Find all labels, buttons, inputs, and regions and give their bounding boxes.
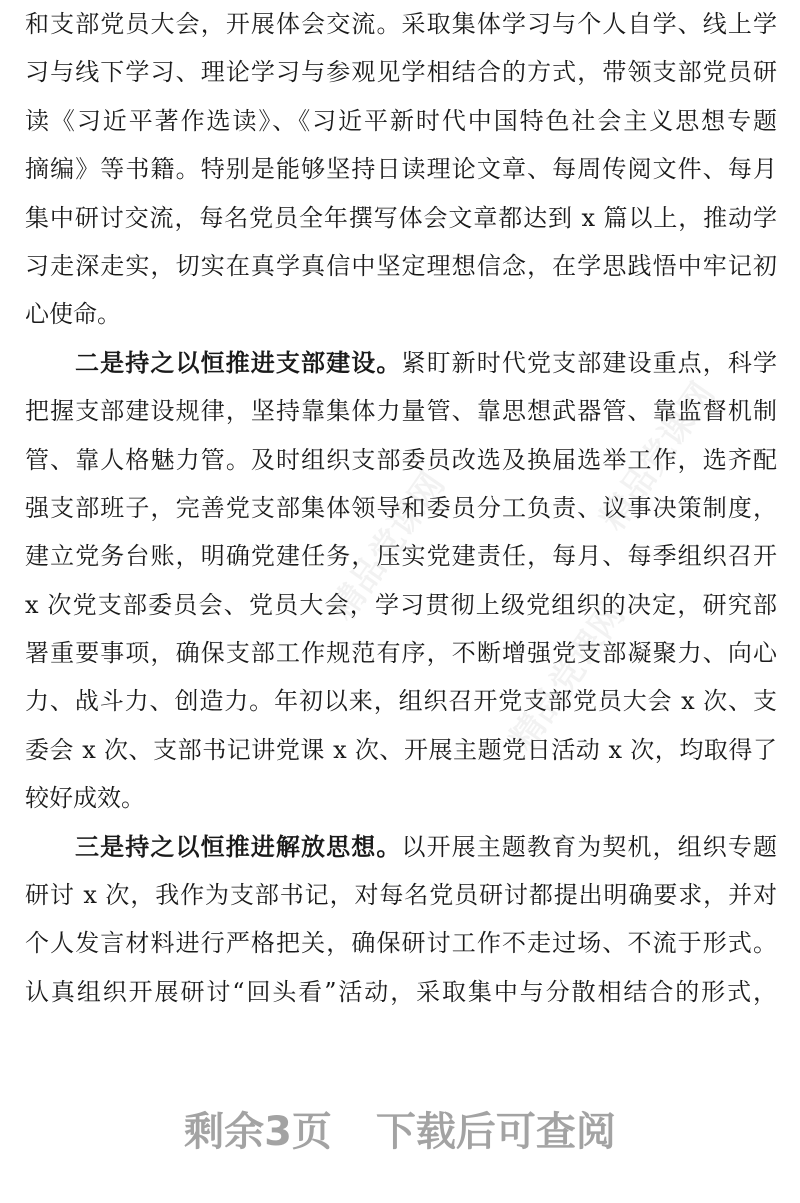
text-line: 建立党务台账，明确党建任务，压实党建责任，每月、每季组织召开 <box>25 542 777 571</box>
text-line: 署重要事项，确保支部工作规范有序，不断增强党支部凝聚力、向心 <box>25 639 777 668</box>
text-line: 强支部班子，完善党支部集体领导和委员分工负责、议事决策制度， <box>25 493 777 522</box>
text-line: 认真组织开展研讨“回头看”活动，采取集中与分散相结合的形式， <box>25 977 777 1006</box>
watermark: 精品党课网 <box>322 465 454 628</box>
remaining-pages-label: 剩余3页 <box>184 1109 332 1155</box>
text-line: 和支部党员大会，开展体会交流。采取集体学习与个人自学、线上学 <box>25 10 777 38</box>
text-span: 以开展主题教育为契机，组织专题 <box>401 832 778 861</box>
paragraph-heading: 三是持之以恒推进解放思想。 <box>75 831 402 861</box>
download-to-view-label[interactable]: 下载后可查阅 <box>375 1109 616 1155</box>
download-prompt[interactable] <box>0 1100 800 1157</box>
text-span: 紧盯新时代党支部建设重点，科学 <box>401 348 778 377</box>
paragraph-3 <box>25 823 777 1017</box>
text-line: 心使命。 <box>25 300 121 329</box>
text-line: 力、战斗力、创造力。年初以来，组织召开党支部党员大会 x 次、支 <box>25 687 777 716</box>
text-line: 较好成效。 <box>25 784 145 813</box>
text-line: 管、靠人格魅力管。及时组织支部委员改选及换届选举工作，选齐配 <box>25 445 777 474</box>
text-line: 读《习近平著作选读》、《习近平新时代中国特色社会主义思想专题 <box>25 106 777 135</box>
text-line <box>25 823 777 871</box>
text-line: 集中研讨交流，每名党员全年撰写体会文章都达到 x 篇以上，推动学 <box>25 203 777 232</box>
text-line: 摘编》等书籍。特别是能够坚持日读理论文章、每周传阅文件、每月 <box>25 155 777 184</box>
paragraph-1 <box>25 0 777 339</box>
text-line: x 次党支部委员会、党员大会，学习贯彻上级党组织的决定，研究部 <box>25 590 777 619</box>
text-line <box>25 339 777 387</box>
watermark: 精品党课网 <box>502 595 634 758</box>
paragraph-2 <box>25 339 777 823</box>
text-line: 个人发言材料进行严格把关，确保研讨工作不走过场、不流于形式。 <box>25 929 777 958</box>
text-line: 习走深走实，切实在真学真信中坚定理想信念，在学思践悟中牢记初 <box>25 251 777 280</box>
paragraph-heading: 二是持之以恒推进支部建设。 <box>75 347 402 377</box>
watermark: 精品党课网 <box>592 375 724 538</box>
text-line: 委会 x 次、支部书记讲党课 x 次、开展主题党日活动 x 次，均取得了 <box>25 735 777 764</box>
text-line: 研讨 x 次，我作为支部书记，对每名党员研讨都提出明确要求，并对 <box>25 881 777 910</box>
document-page <box>25 0 777 1016</box>
text-line: 习与线下学习、理论学习与参观见学相结合的方式，带领支部党员研 <box>25 58 777 87</box>
text-line: 把握支部建设规律，坚持靠集体力量管、靠思想武器管、靠监督机制 <box>25 397 777 426</box>
